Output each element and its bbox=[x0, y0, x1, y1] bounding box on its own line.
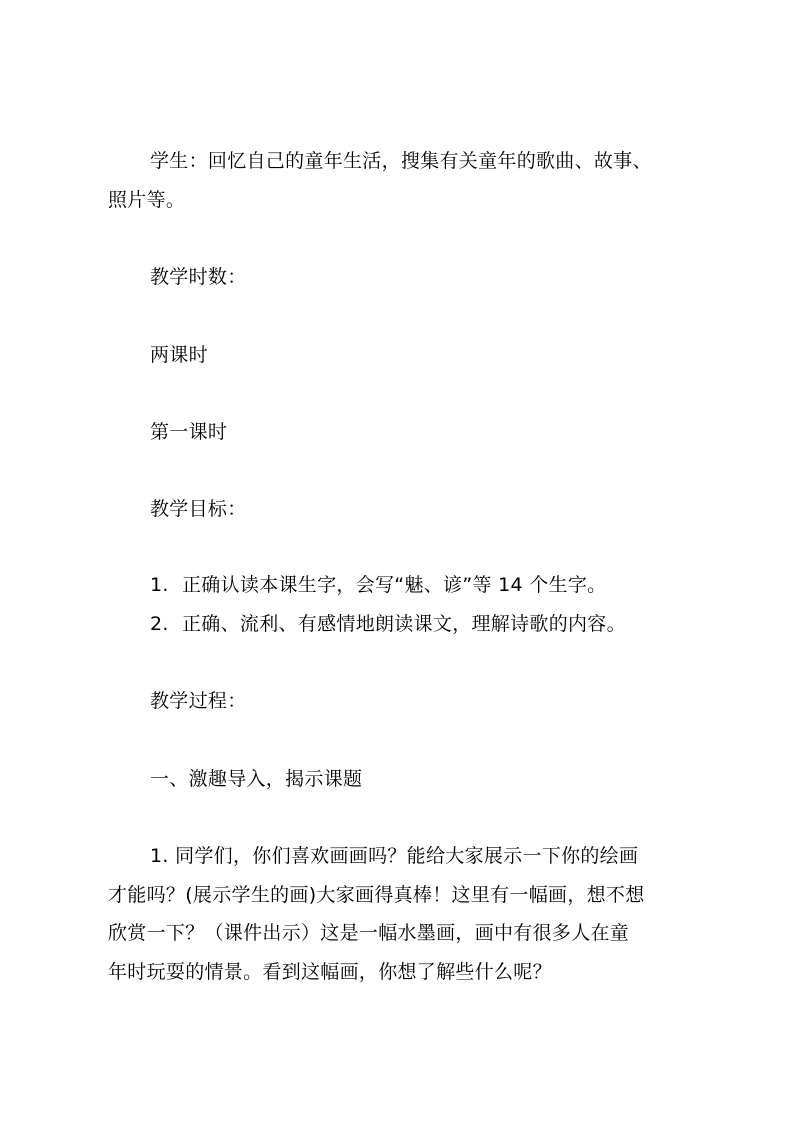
step-1-line-1: 1. 同学们，你们喜欢画画吗？能给大家展示一下你的绘画 bbox=[150, 845, 639, 867]
students-preparation-line-2: 照片等。 bbox=[108, 189, 186, 211]
objective-item-2 bbox=[150, 612, 626, 636]
step-1-line-4: 年时玩耍的情景。看到这幅画，你想了解些什么呢？ bbox=[108, 961, 552, 983]
objective-2-number: 2. bbox=[150, 613, 169, 635]
objective-2-text: 正确、流利、有感情地朗读课文，理解诗歌的内容。 bbox=[182, 613, 626, 635]
objective-1-text: 正确认读本课生字，会写“魅、谚”等 14 个生字。 bbox=[182, 574, 607, 596]
lesson-one-heading: 第一课时 bbox=[150, 421, 228, 443]
step-1-line-3: 欣赏一下？（课件出示）这是一幅水墨画，画中有很多人在童 bbox=[108, 922, 630, 944]
students-preparation-line-1: 学生：回忆自己的童年生活，搜集有关童年的歌曲、故事、 bbox=[150, 150, 652, 172]
objective-item-1 bbox=[150, 573, 606, 597]
section-one-title: 一、激趣导入，揭示课题 bbox=[150, 768, 363, 790]
teaching-hours-value: 两课时 bbox=[150, 344, 208, 366]
objectives-label: 教学目标： bbox=[150, 498, 247, 520]
teaching-process-label: 教学过程： bbox=[150, 690, 247, 712]
objective-1-number: 1. bbox=[150, 574, 169, 596]
teaching-hours-label: 教学时数： bbox=[150, 266, 247, 288]
step-1-line-2: 才能吗？(展示学生的画)大家画得真棒！这里有一幅画，想不想 bbox=[108, 884, 645, 906]
